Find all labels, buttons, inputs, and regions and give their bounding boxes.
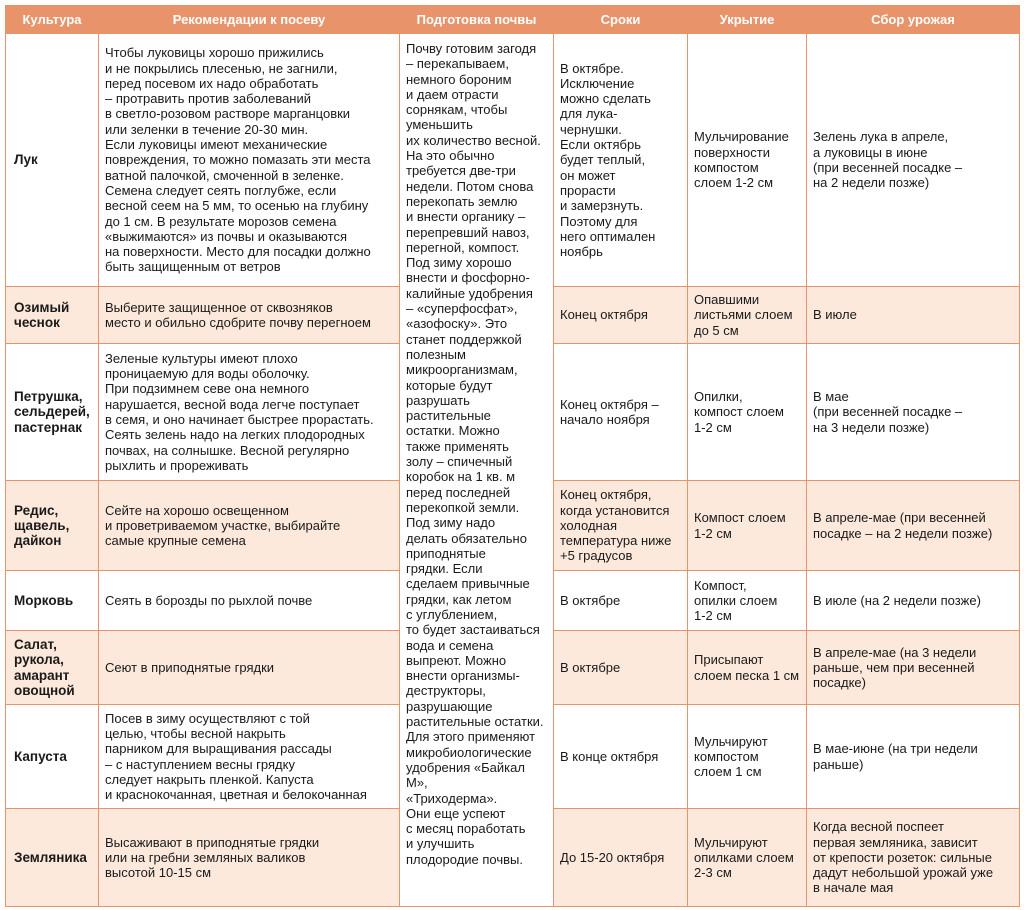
recommendation-cell: Сеять в борозды по рыхлой почве bbox=[99, 571, 400, 631]
header-soil: Подготовка почвы bbox=[400, 6, 554, 34]
harvest-cell: В мае (при весенней посадке – на 3 недели позже) bbox=[807, 344, 1020, 481]
header-harvest: Сбор урожая bbox=[807, 6, 1020, 34]
harvest-cell: В июле (на 2 недели позже) bbox=[807, 571, 1020, 631]
timing-cell: В октябре. Исключение можно сделать для лука- чернушки. Если октябрь будет теплый, он может прорасти и замерзнуть. Поэтому для него оптимален ноябрь bbox=[554, 34, 688, 287]
cover-cell: Опавшими листьями слоем до 5 см bbox=[688, 287, 807, 344]
header-crop: Культура bbox=[6, 6, 99, 34]
timing-cell: В конце октября bbox=[554, 705, 688, 809]
timing-cell: До 15-20 октября bbox=[554, 809, 688, 907]
planting-table-container bbox=[5, 5, 1019, 905]
timing-cell: Конец октября – начало ноября bbox=[554, 344, 688, 481]
harvest-cell: В апреле-мае (на 3 недели раньше, чем при весенней посадке) bbox=[807, 631, 1020, 705]
cover-cell: Присыпают слоем песка 1 см bbox=[688, 631, 807, 705]
cover-cell: Мульчируют компостом слоем 1 см bbox=[688, 705, 807, 809]
recommendation-cell: Сеют в приподнятые грядки bbox=[99, 631, 400, 705]
timing-cell: Конец октября, когда установится холодная температура ниже +5 градусов bbox=[554, 481, 688, 571]
timing-cell: Конец октября bbox=[554, 287, 688, 344]
crop-name: Петрушка, сельдерей, пастернак bbox=[6, 344, 99, 481]
recommendation-cell: Высаживают в приподнятые грядки или на гребни земляных валиков высотой 10-15 см bbox=[99, 809, 400, 907]
table-row-onion bbox=[6, 34, 1020, 287]
header-timing: Сроки bbox=[554, 6, 688, 34]
cover-cell: Компост слоем 1-2 см bbox=[688, 481, 807, 571]
recommendation-cell: Выберите защищенное от сквозняков место и обильно сдобрите почву перегноем bbox=[99, 287, 400, 344]
crop-name: Морковь bbox=[6, 571, 99, 631]
harvest-cell: В мае-июне (на три недели раньше) bbox=[807, 705, 1020, 809]
recommendation-cell: Посев в зиму осуществляют с той целью, чтобы весной накрыть парником для выращивания рассады – с наступлением весны грядку следует накрыть пленкой. Капуста и краснокочанная, цветная и белокочанная bbox=[99, 705, 400, 809]
planting-table bbox=[5, 5, 1020, 907]
cover-cell: Компост, опилки слоем 1-2 см bbox=[688, 571, 807, 631]
recommendation-cell: Сейте на хорошо освещенном и проветриваемом участке, выбирайте самые крупные семена bbox=[99, 481, 400, 571]
recommendation-cell: Чтобы луковицы хорошо прижились и не покрылись плесенью, не загнили, перед посевом их надо обработать – протравить против заболеваний в светло-розовом растворе марганцовки или зеленки в течение 20-30 мин. Если луковицы имеют механические повреждения, то можно помазать эти места ватной палочкой, смоченной в зеленке. Семена следует сеять поглубже, если весной сеем на 5 мм, то осенью на глубину до 1 см. В результате морозов семена «выжимаются» из почвы и оказываются на поверхности. Место для посадки должно быть защищенным от ветров bbox=[99, 34, 400, 287]
cover-cell: Мульчируют опилками слоем 2-3 см bbox=[688, 809, 807, 907]
crop-name: Земляника bbox=[6, 809, 99, 907]
timing-cell: В октябре bbox=[554, 571, 688, 631]
crop-name: Озимый чеснок bbox=[6, 287, 99, 344]
harvest-cell: Когда весной поспеет первая земляника, зависит от крепости розеток: сильные дадут небольшой урожай уже в начале мая bbox=[807, 809, 1020, 907]
harvest-cell: В апреле-мае (при весенней посадке – на 2 недели позже) bbox=[807, 481, 1020, 571]
crop-name: Салат, рукола, амарант овощной bbox=[6, 631, 99, 705]
header-cover: Укрытие bbox=[688, 6, 807, 34]
crop-name: Редис, щавель, дайкон bbox=[6, 481, 99, 571]
recommendation-cell: Зеленые культуры имеют плохо проницаемую для воды оболочку. При подзимнем севе она немного нарушается, весной вода легче поступает в семя, и оно начинает быстрее прорастать. Сеять зелень надо на легких плодородных почвах, на солнышке. Весной регулярно рыхлить и прореживать bbox=[99, 344, 400, 481]
header-recommendations: Рекомендации к посеву bbox=[99, 6, 400, 34]
soil-preparation-cell: Почву готовим загодя – перекапываем, немного бороним и даем отрасти сорнякам, чтобы уменьшить их количество весной. На это обычно требуется две-три недели. Потом снова перекопать землю и внести органику – перепревший навоз, перегной, компост. Под зиму хорошо внести и фосфорно- калийные удобрения – «суперфосфат», «азофоску». Это станет поддержкой полезным микроорганизмам, которые будут разрушать растительные остатки. Можно также применять золу – спичечный коробок на 1 кв. м перед последней перекопкой земли. Под зиму надо делать обязательно приподнятые грядки. Если сделаем привычные грядки, как летом с углублением, то будет застаиваться вода и семена выпреют. Можно внести организмы- деструкторы, разрушающие растительные остатки. Для этого применяют микробиологические удобрения «Байкал М», «Триходерма». Они еще успеют с месяц поработать и улучшить плодородие почвы. bbox=[400, 34, 554, 907]
harvest-cell: Зелень лука в апреле, а луковицы в июне (при весенней посадке – на 2 недели позже) bbox=[807, 34, 1020, 287]
crop-name: Лук bbox=[6, 34, 99, 287]
crop-name: Капуста bbox=[6, 705, 99, 809]
timing-cell: В октябре bbox=[554, 631, 688, 705]
header-row bbox=[6, 6, 1020, 34]
cover-cell: Мульчирование поверхности компостом слоем 1-2 см bbox=[688, 34, 807, 287]
cover-cell: Опилки, компост слоем 1-2 см bbox=[688, 344, 807, 481]
harvest-cell: В июле bbox=[807, 287, 1020, 344]
